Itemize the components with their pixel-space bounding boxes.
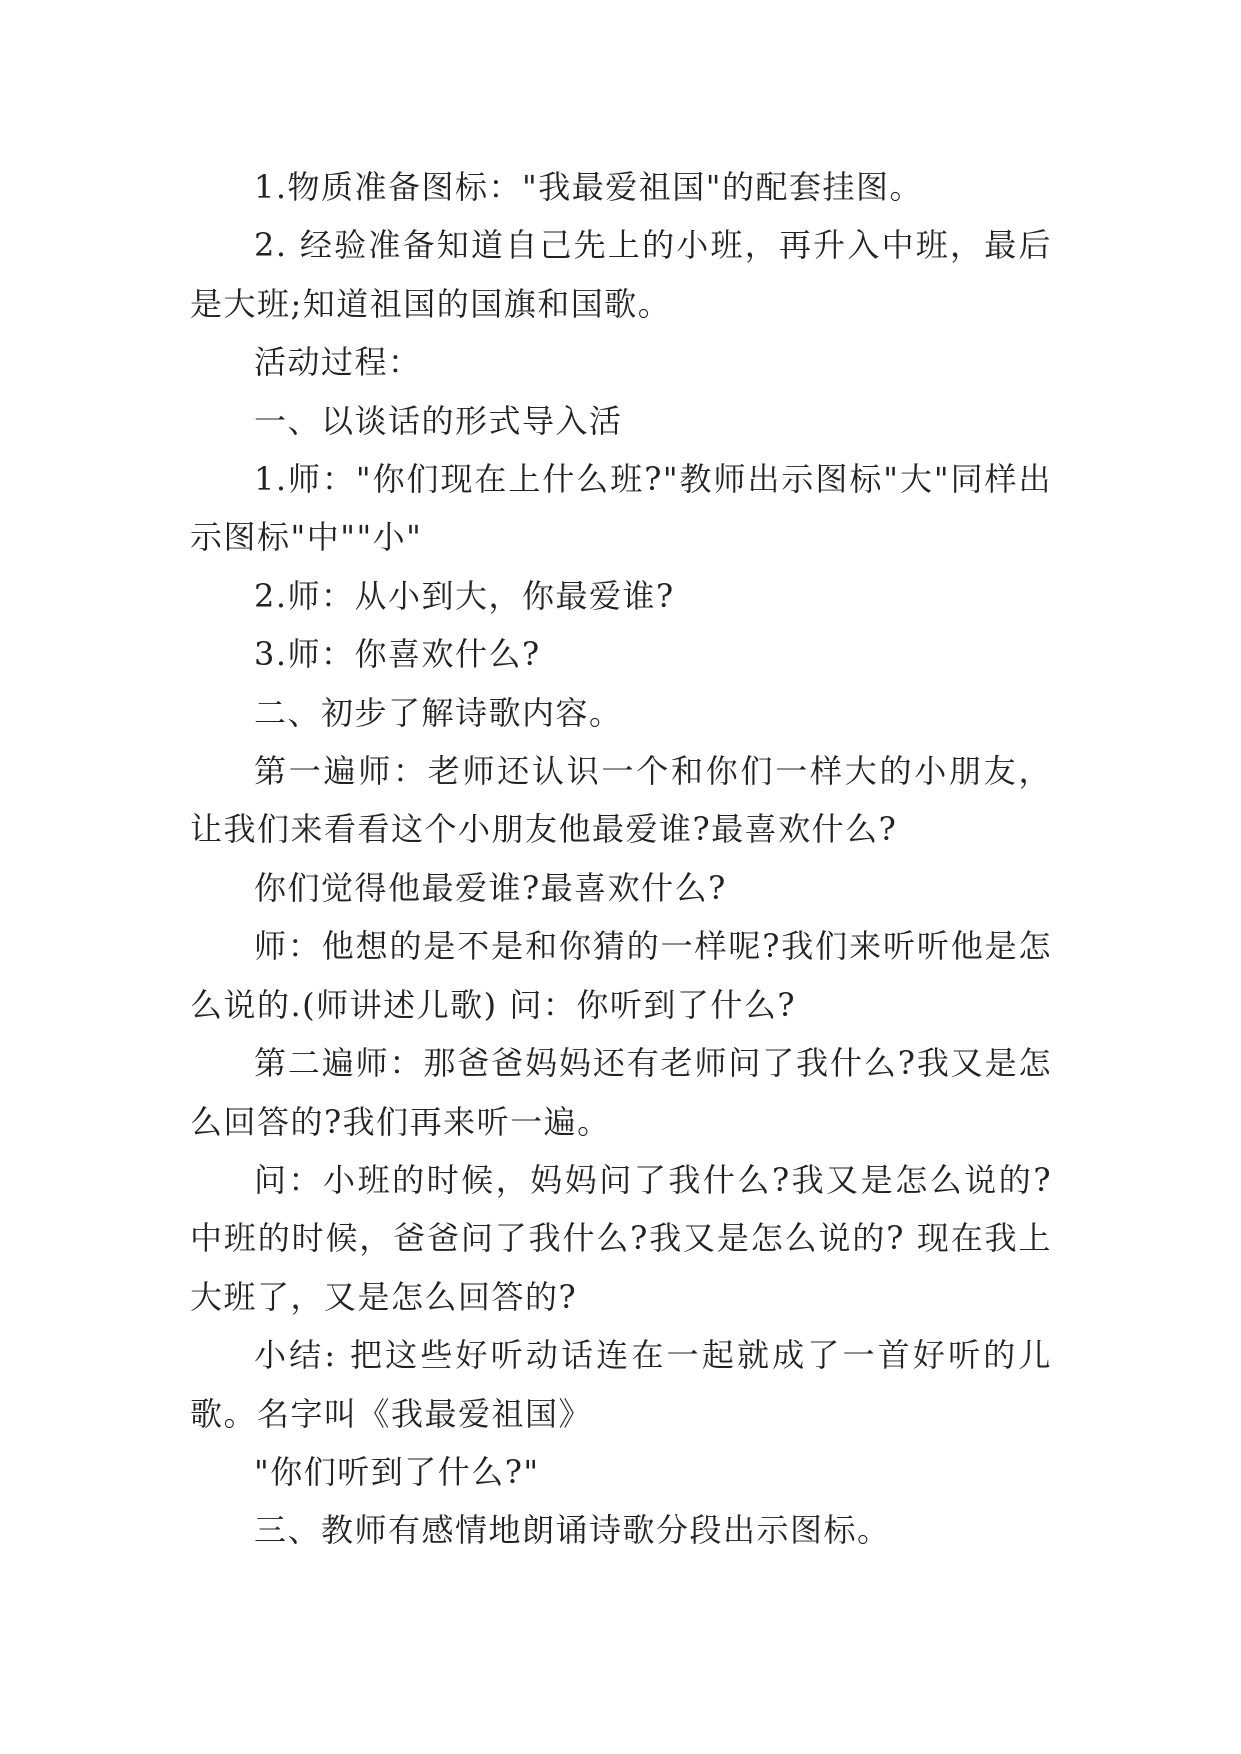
heading-section-three: 三、教师有感情地朗诵诗歌分段出示图标。 bbox=[254, 1511, 891, 1550]
paragraph-questions: 问：小班的时候，妈妈问了我什么?我又是怎么说的?中班的时候，爸爸问了我什么?我又是怎么说的? 现在我上大班了，又是怎么回答的? bbox=[190, 1160, 1052, 1316]
paragraph-summary: 小结: 把这些好听动话连在一起就成了一首好听的儿歌。名字叫《我最爱祖国》 bbox=[190, 1336, 1052, 1433]
paragraph-step-2: 2.师：从小到大，你最爱谁? bbox=[254, 576, 675, 615]
heading-section-one: 一、以谈话的形式导入活 bbox=[254, 401, 623, 440]
heading-activity-process: 活动过程： bbox=[254, 343, 422, 382]
document-body bbox=[190, 158, 1052, 1560]
paragraph-question-guess: 你们觉得他最爱谁?最喜欢什么? bbox=[254, 868, 727, 907]
paragraph-step-3: 3.师：你喜欢什么? bbox=[254, 635, 541, 674]
paragraph-material-preparation: 1.物质准备图标："我最爱祖国"的配套挂图。 bbox=[254, 168, 923, 206]
paragraph-experience-preparation: 2. 经验准备知道自己先上的小班，再升入中班，最后是大班;知道祖国的国旗和国歌。 bbox=[190, 226, 1052, 323]
paragraph-first-reading: 第一遍师：老师还认识一个和你们一样大的小朋友，让我们来看看这个小朋友他最爱谁?最喜欢什么? bbox=[190, 752, 1052, 849]
paragraph-teacher-narration: 师：他想的是不是和你猜的一样呢?我们来听听他是怎么说的.(师讲述儿歌) 问：你听到了什么? bbox=[190, 927, 1052, 1024]
paragraph-what-did-you-hear: "你们听到了什么?" bbox=[254, 1452, 540, 1491]
paragraph-step-1: 1.师："你们现在上什么班?"教师出示图标"大"同样出示图标"中""小" bbox=[190, 460, 1052, 557]
paragraph-second-reading: 第二遍师：那爸爸妈妈还有老师问了我什么?我又是怎么回答的?我们再来听一遍。 bbox=[190, 1044, 1052, 1141]
heading-section-two: 二、初步了解诗歌内容。 bbox=[254, 693, 623, 732]
